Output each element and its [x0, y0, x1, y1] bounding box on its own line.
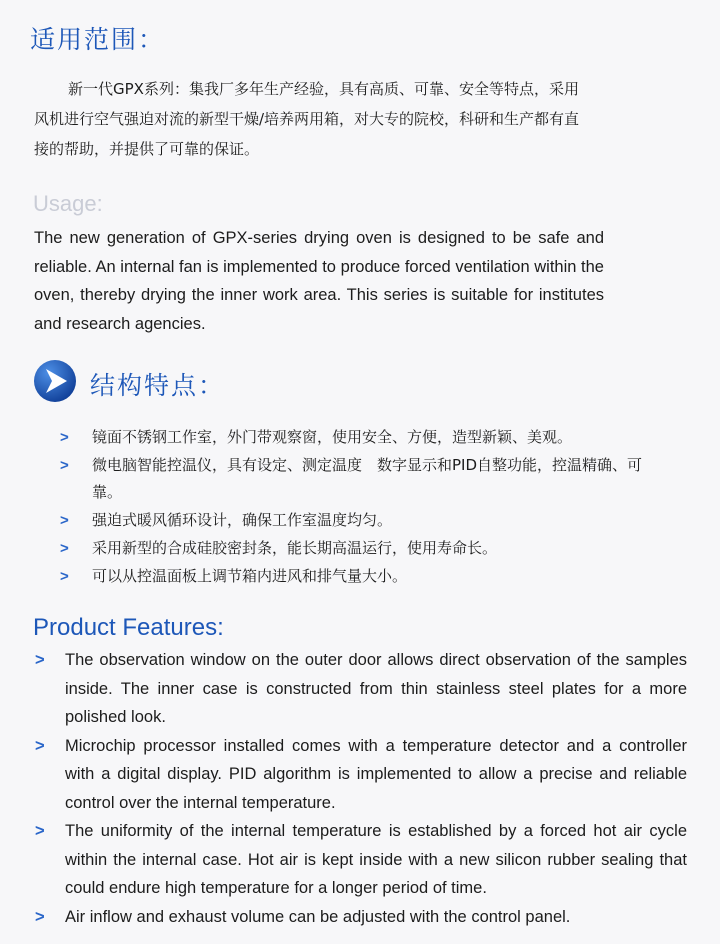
list-item [35, 646, 690, 732]
bullet-icon: > [60, 429, 69, 446]
scope-paragraph: 新一代GPX系列：集我厂多年生产经验，具有高质、可靠、安全等特点，采用风机进行空气强迫对流的新型干燥/培养两用箱，对大专的院校，科研和生产都有直接的帮助，并提供了可靠的保证。 [34, 80, 580, 158]
bullet-icon: > [60, 568, 69, 585]
bullet-icon: > [60, 540, 69, 557]
list-item-text: Microchip processor installed comes with a temperature detector and a controller with a digital display. PID algorithm is implemented to allow a precise and reliable control over the internal temperature. [65, 736, 687, 812]
structure-list [60, 424, 700, 590]
list-item-text: 采用新型的合成硅胶密封条，能长期高温运行，使用寿命长。 [92, 539, 498, 557]
list-item [35, 817, 690, 903]
bullet-icon: > [35, 651, 45, 669]
usage-paragraph: The new generation of GPX-series drying oven is designed to be safe and reliable. An internal fan is implemented to produce forced ventilation within the oven, thereby drying the inner work area. This series is suitable for institutes and research agencies. [34, 229, 604, 333]
list-item [60, 535, 700, 562]
list-item-text: Air inflow and exhaust volume can be adjusted with the control panel. [65, 907, 571, 926]
list-item-text: 微电脑智能控温仪，具有设定、测定温度 数字显示和PID自整功能，控温精确、可靠。 [92, 456, 643, 501]
bullet-icon: > [60, 512, 69, 529]
list-item-text: The uniformity of the internal temperature is established by a forced hot air cycle within the internal case. Hot air is kept inside with a new silicon rubber sealing that could endure high temperature for a longer period of time. [65, 822, 687, 897]
list-item [60, 424, 700, 451]
list-item [60, 563, 700, 590]
scope-heading: 适用范围： [30, 25, 166, 54]
list-item [35, 732, 690, 818]
list-item-text: The observation window on the outer door allows direct observation of the samples inside. The inner case is constructed from thin stainless steel plates for a more polished look. [65, 651, 687, 726]
list-item [35, 903, 690, 932]
features-list [35, 646, 690, 931]
usage-heading: Usage: [33, 191, 103, 216]
list-item-text: 可以从控温面板上调节箱内进风和排气量大小。 [92, 567, 408, 585]
list-item-text: 镜面不锈钢工作室，外门带观察窗，使用安全、方便，造型新颖、美观。 [92, 428, 573, 446]
bullet-icon: > [60, 457, 69, 474]
list-item [60, 452, 700, 506]
list-item [60, 507, 700, 534]
bullet-icon: > [35, 907, 45, 926]
bullet-icon: > [35, 736, 45, 755]
features-heading: Product Features: [33, 614, 224, 641]
arrow-badge-icon [33, 359, 77, 403]
list-item-text: 强迫式暖风循环设计，确保工作室温度均匀。 [92, 511, 393, 529]
structure-heading: 结构特点： [90, 371, 226, 400]
bullet-icon: > [35, 822, 45, 840]
